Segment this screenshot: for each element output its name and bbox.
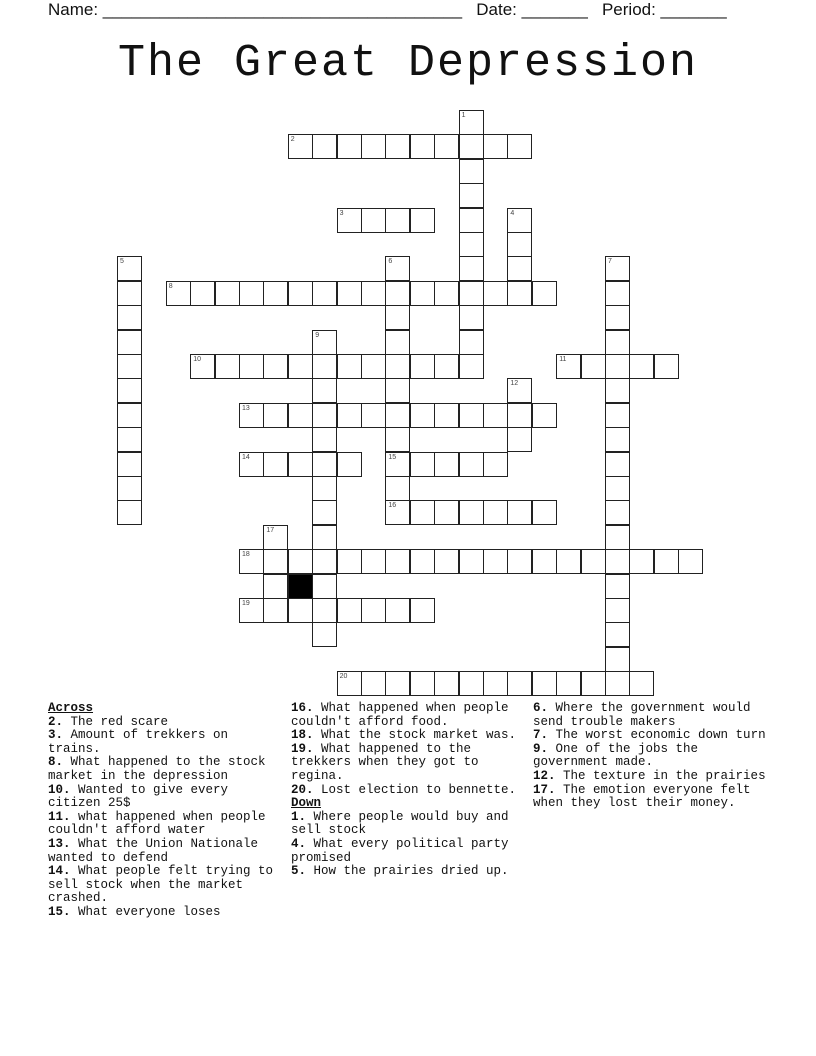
grid-cell[interactable] [459, 281, 484, 306]
grid-cell[interactable] [117, 305, 142, 330]
grid-cell[interactable] [410, 281, 435, 306]
grid-cell[interactable] [312, 452, 337, 477]
grid-cell[interactable] [434, 403, 459, 428]
grid-cell[interactable] [410, 354, 435, 379]
grid-cell[interactable] [556, 671, 581, 696]
grid-cell[interactable] [312, 476, 337, 501]
grid-cell[interactable] [459, 208, 484, 233]
grid-cell[interactable] [263, 452, 288, 477]
grid-cell[interactable] [507, 549, 532, 574]
clue-number: 8 [168, 282, 173, 290]
clue-down-1: 1. Where people would buy and sell stock [291, 809, 509, 838]
clue-number: 15 [388, 453, 397, 461]
grid-cell[interactable] [337, 208, 362, 233]
clue-across-2: 2. The red scare [48, 714, 169, 729]
grid-cell[interactable] [361, 281, 386, 306]
grid-cell[interactable] [483, 549, 508, 574]
grid-cell[interactable] [288, 354, 313, 379]
grid-cell[interactable] [483, 134, 508, 159]
grid-cell[interactable] [263, 525, 288, 550]
grid-cell[interactable] [117, 330, 142, 355]
clue-down-12: 12. The texture in the prairies [533, 768, 766, 783]
clue-number: 5 [120, 258, 124, 266]
grid-cell[interactable] [507, 427, 532, 452]
grid-cell[interactable] [117, 427, 142, 452]
puzzle-title: The Great Depression [117, 38, 699, 89]
grid-cell[interactable] [190, 354, 215, 379]
grid-cell[interactable] [581, 549, 606, 574]
grid-cell[interactable] [117, 256, 142, 281]
grid-cell[interactable] [337, 281, 362, 306]
grid-cell[interactable] [507, 134, 532, 159]
grid-cell[interactable] [629, 549, 654, 574]
grid-cell[interactable] [117, 452, 142, 477]
grid-cell[interactable] [263, 598, 288, 623]
clue-number: 13 [242, 404, 250, 412]
down-heading: Down [291, 796, 322, 811]
clue-across-8: 8. What happened to the stock market in the depression [48, 755, 266, 783]
grid-cell[interactable] [312, 354, 337, 379]
grid-cell[interactable] [117, 476, 142, 501]
grid-cell[interactable] [556, 549, 581, 574]
grid-cell[interactable] [385, 598, 410, 623]
grid-cell[interactable] [605, 549, 630, 574]
grid-cell[interactable] [215, 281, 240, 306]
grid-cell[interactable] [434, 549, 459, 574]
name-field-label[interactable]: Name: ______________________________________ [48, 0, 463, 19]
grid-cell[interactable] [507, 256, 532, 281]
clue-number: 11 [559, 356, 567, 363]
grid-cell[interactable] [459, 159, 484, 184]
grid-cell[interactable] [385, 427, 410, 452]
clue-across-20: 20. Lost election to bennette. [291, 782, 517, 797]
grid-cell[interactable] [605, 256, 630, 281]
grid-cell[interactable] [385, 378, 410, 403]
grid-cell[interactable] [507, 378, 532, 403]
grid-cell[interactable] [459, 403, 484, 428]
grid-cell[interactable] [337, 452, 362, 477]
clue-across-3: 3. Amount of trekkers on trains. [48, 728, 229, 756]
grid-cell[interactable] [605, 378, 630, 403]
clue-across-16: 16. What happened when people couldn't afford food. [291, 701, 509, 729]
grid-cell[interactable] [629, 671, 654, 696]
grid-cell[interactable] [581, 354, 606, 379]
grid-cell[interactable] [215, 354, 240, 379]
grid-cell[interactable] [605, 403, 630, 428]
grid-cell[interactable] [385, 256, 410, 281]
grid-cell[interactable] [385, 549, 410, 574]
clue-number: 18 [242, 551, 250, 559]
grid-cell[interactable] [410, 134, 435, 159]
grid-cell[interactable] [361, 549, 386, 574]
grid-cell[interactable] [263, 403, 288, 428]
grid-cell[interactable] [117, 403, 142, 428]
grid-cell[interactable] [507, 403, 532, 428]
grid-cell[interactable] [239, 549, 264, 574]
clue-number: 7 [608, 258, 612, 266]
grid-cell[interactable] [385, 330, 410, 355]
grid-cell[interactable] [459, 305, 484, 330]
grid-cell[interactable] [312, 622, 337, 647]
grid-cell[interactable] [434, 281, 459, 306]
grid-cell[interactable] [312, 281, 337, 306]
clue-across-10: 10. Wanted to give every citizen 25$ [48, 782, 229, 811]
grid-cell[interactable] [410, 671, 435, 696]
grid-cell[interactable] [385, 305, 410, 330]
grid-cell[interactable] [507, 500, 532, 525]
grid-cell[interactable] [263, 549, 288, 574]
grid-cell[interactable] [288, 452, 313, 477]
grid-cell[interactable] [312, 598, 337, 623]
clues-column-2 [291, 702, 531, 879]
grid-cell[interactable] [385, 671, 410, 696]
grid-cell[interactable] [410, 500, 435, 525]
grid-cell[interactable] [483, 500, 508, 525]
grid-cell[interactable] [532, 281, 557, 306]
clue-number: 9 [315, 331, 320, 339]
grid-cell[interactable] [434, 354, 459, 379]
clue-down-17: 17. The emotion everyone felt when they lost their money. [533, 782, 751, 811]
grid-cell[interactable] [605, 647, 630, 672]
grid-cell[interactable] [654, 549, 679, 574]
grid-cell[interactable] [532, 403, 557, 428]
clue-number: 16 [388, 502, 397, 510]
grid-cell[interactable] [337, 354, 362, 379]
grid-cell[interactable] [459, 671, 484, 696]
grid-cell[interactable] [459, 183, 484, 208]
grid-cell[interactable] [312, 427, 337, 452]
grid-cell[interactable] [410, 403, 435, 428]
grid-cell[interactable] [312, 330, 337, 355]
grid-cell[interactable] [117, 378, 142, 403]
grid-cell[interactable] [263, 574, 288, 599]
grid-cell[interactable] [385, 452, 410, 477]
grid-cell[interactable] [312, 378, 337, 403]
grid-cell[interactable] [361, 354, 386, 379]
grid-cell[interactable] [361, 208, 386, 233]
grid-cell[interactable] [483, 671, 508, 696]
grid-cell[interactable] [117, 354, 142, 379]
grid-cell[interactable] [605, 525, 630, 550]
clue-number: 4 [510, 209, 515, 217]
grid-cell[interactable] [385, 500, 410, 525]
grid-cell[interactable] [385, 134, 410, 159]
black-square [288, 574, 313, 599]
grid-cell[interactable] [288, 403, 313, 428]
grid-cell[interactable] [459, 549, 484, 574]
clue-number: 2 [290, 136, 295, 144]
grid-cell[interactable] [239, 452, 264, 477]
clue-number: 6 [388, 258, 393, 266]
clue-number: 19 [242, 600, 250, 607]
grid-cell[interactable] [239, 354, 264, 379]
grid-cell[interactable] [190, 281, 215, 306]
grid-cell[interactable] [239, 598, 264, 623]
clue-down-6: 6. Where the government would send trouble makers [533, 701, 751, 729]
grid-cell[interactable] [507, 671, 532, 696]
grid-cell[interactable] [337, 549, 362, 574]
grid-cell[interactable] [312, 574, 337, 599]
grid-cell[interactable] [288, 549, 313, 574]
grid-cell[interactable] [605, 281, 630, 306]
clue-number: 12 [510, 380, 519, 388]
clues-column-3 [533, 702, 773, 811]
clue-across-15: 15. What everyone loses [48, 904, 221, 919]
clue-number: 14 [242, 453, 250, 461]
grid-cell[interactable] [288, 281, 313, 306]
clue-number: 3 [339, 209, 344, 217]
grid-cell[interactable] [239, 281, 264, 306]
grid-cell[interactable] [337, 598, 362, 623]
clue-number: 17 [266, 526, 275, 534]
grid-cell[interactable] [117, 281, 142, 306]
grid-cell[interactable] [385, 476, 410, 501]
grid-cell[interactable] [654, 354, 679, 379]
grid-cell[interactable] [166, 281, 191, 306]
clues-column-1 [48, 702, 288, 920]
across-heading: Across [48, 701, 94, 715]
grid-cell[interactable] [507, 208, 532, 233]
grid-cell[interactable] [410, 549, 435, 574]
grid-cell[interactable] [532, 500, 557, 525]
clue-across-18: 18. What the stock market was. [291, 728, 517, 743]
grid-cell[interactable] [239, 403, 264, 428]
grid-cell[interactable] [337, 134, 362, 159]
clue-across-13: 13. What the Union Nationale wanted to defend [48, 836, 259, 865]
grid-cell[interactable] [581, 671, 606, 696]
grid-cell[interactable] [385, 403, 410, 428]
grid-cell[interactable] [532, 671, 557, 696]
grid-cell[interactable] [312, 403, 337, 428]
grid-cell[interactable] [605, 500, 630, 525]
grid-cell[interactable] [483, 281, 508, 306]
grid-cell[interactable] [605, 305, 630, 330]
clue-down-9: 9. One of the jobs the government made. [533, 741, 699, 770]
grid-cell[interactable] [385, 354, 410, 379]
grid-cell[interactable] [361, 598, 386, 623]
grid-cell[interactable] [312, 525, 337, 550]
grid-cell[interactable] [312, 549, 337, 574]
grid-cell[interactable] [605, 622, 630, 647]
grid-cell[interactable] [337, 671, 362, 696]
clue-across-19: 19. What happened to the trekkers when they got to regina. [291, 741, 479, 783]
grid-cell[interactable] [459, 256, 484, 281]
grid-cell[interactable] [459, 354, 484, 379]
grid-cell[interactable] [605, 671, 630, 696]
grid-cell[interactable] [434, 134, 459, 159]
grid-cell[interactable] [556, 354, 581, 379]
grid-cell[interactable] [434, 452, 459, 477]
date-field-label[interactable]: Date: _______ [476, 0, 588, 19]
grid-cell[interactable] [605, 598, 630, 623]
grid-cell[interactable] [337, 403, 362, 428]
grid-cell[interactable] [434, 671, 459, 696]
grid-cell[interactable] [605, 330, 630, 355]
grid-cell[interactable] [605, 427, 630, 452]
grid-cell[interactable] [459, 110, 484, 135]
grid-cell[interactable] [410, 208, 435, 233]
clue-across-11: 11. what happened when people couldn't afford water [48, 809, 266, 838]
grid-cell[interactable] [288, 598, 313, 623]
grid-cell[interactable] [459, 452, 484, 477]
grid-cell[interactable] [288, 134, 313, 159]
grid-cell[interactable] [263, 281, 288, 306]
grid-cell[interactable] [312, 134, 337, 159]
grid-cell[interactable] [532, 549, 557, 574]
grid-cell[interactable] [459, 134, 484, 159]
grid-cell[interactable] [385, 281, 410, 306]
grid-cell[interactable] [459, 500, 484, 525]
grid-cell[interactable] [434, 500, 459, 525]
period-field-label[interactable]: Period: _______ [601, 0, 727, 19]
clue-down-5: 5. How the prairies dried up. [291, 864, 509, 879]
grid-cell[interactable] [483, 403, 508, 428]
grid-cell[interactable] [459, 330, 484, 355]
grid-cell[interactable] [605, 574, 630, 599]
clue-number: 10 [193, 356, 201, 363]
grid-cell[interactable] [507, 232, 532, 257]
grid-cell[interactable] [605, 452, 630, 477]
grid-cell[interactable] [117, 500, 142, 525]
grid-cell[interactable] [361, 403, 386, 428]
grid-cell[interactable] [361, 134, 386, 159]
clue-across-14: 14. What people felt trying to sell stock when the market crashed. [48, 864, 274, 906]
grid-cell[interactable] [483, 452, 508, 477]
grid-cell[interactable] [629, 354, 654, 379]
grid-cell[interactable] [410, 452, 435, 477]
clue-down-7: 7. The worst economic down turn [533, 728, 766, 743]
grid-cell[interactable] [507, 281, 532, 306]
clue-down-4: 4. What every political party promised [291, 836, 509, 865]
grid-cell[interactable] [312, 500, 337, 525]
grid-cell[interactable] [410, 598, 435, 623]
grid-cell[interactable] [678, 549, 703, 574]
grid-cell[interactable] [385, 208, 410, 233]
clue-number: 1 [461, 112, 466, 119]
grid-cell[interactable] [605, 354, 630, 379]
grid-cell[interactable] [459, 232, 484, 257]
grid-cell[interactable] [605, 476, 630, 501]
grid-cell[interactable] [263, 354, 288, 379]
clue-number: 20 [339, 673, 348, 681]
grid-cell[interactable] [361, 671, 386, 696]
